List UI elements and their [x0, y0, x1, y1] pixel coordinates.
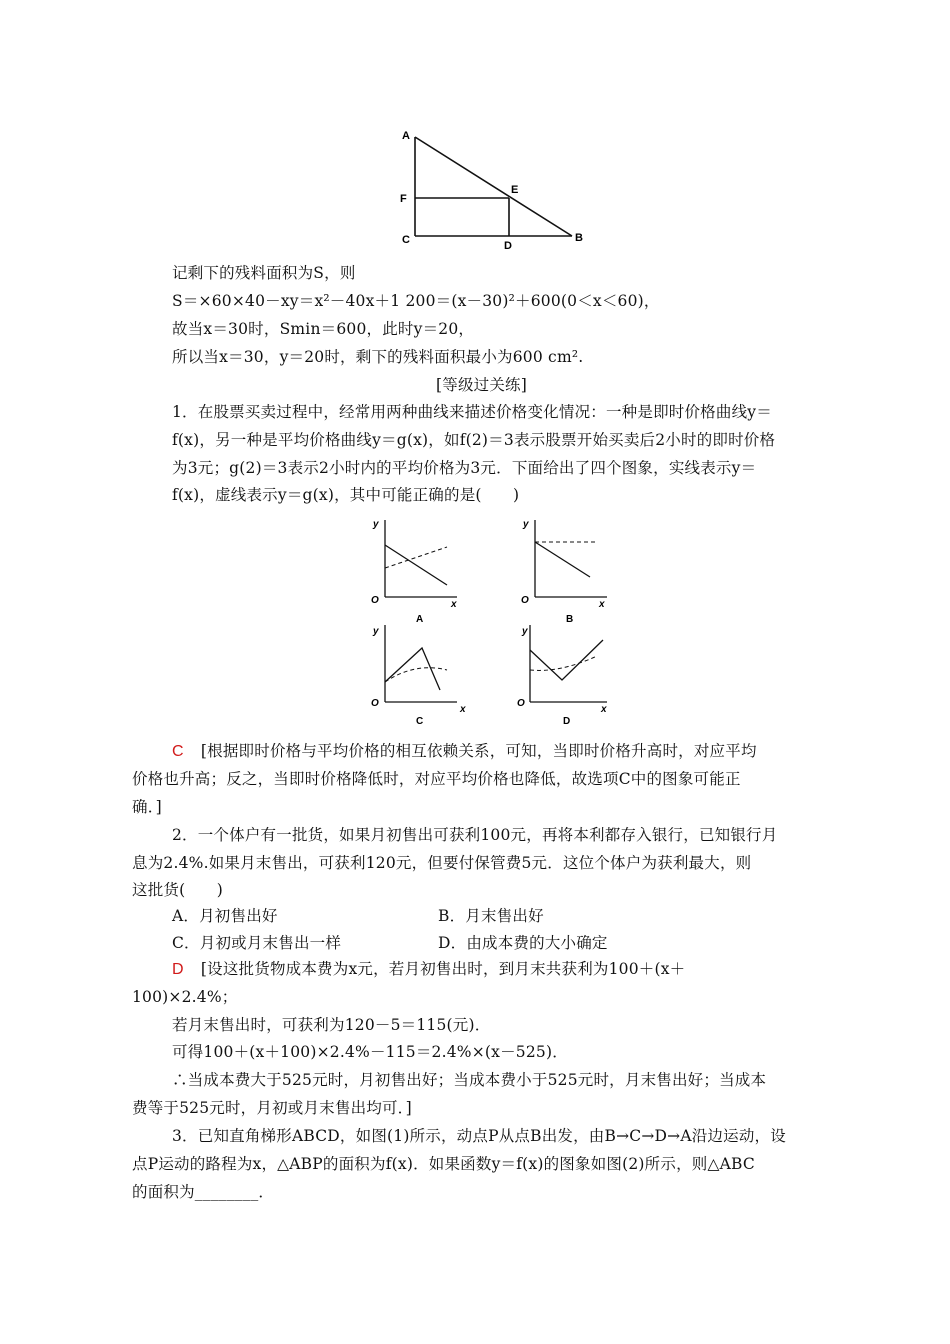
graph-caption: D	[563, 716, 571, 727]
q1-answer-line-3: 确．]	[132, 798, 162, 816]
origin-label: O	[521, 595, 529, 606]
label-d: D	[504, 240, 512, 250]
q3-line-2: 点P运动的路程为x，△ABP的面积为f(x)．如果函数y＝f(x)的图象如图(2)所示，则△ABC	[132, 1155, 755, 1173]
label-c: C	[402, 234, 410, 246]
q3-line-1: 3．已知直角梯形ABCD，如图(1)所示，动点P从点B出发，由B→C→D→A沿边运动，设	[172, 1127, 786, 1145]
solution-line-4: 所以当x＝30，y＝20时，剩下的残料面积最小为600 cm².	[172, 348, 584, 366]
q1-answer-line-2: 价格也升高；反之，当即时价格降低时，对应平均价格也降低，故选项C中的图象可能正	[132, 770, 741, 788]
q2-line-1: 2．一个体户有一批货，如果月初售出可获利100元，再将本利都存入银行，已知银行月	[172, 826, 778, 844]
solution-line-1: 记剩下的残料面积为S，则	[172, 264, 356, 282]
q1-answer-text: [根据即时价格与平均价格的相互依赖关系，可知，当即时价格升高时，对应平均	[200, 742, 757, 760]
graph-a	[365, 515, 475, 625]
origin-label: O	[371, 698, 379, 709]
graph-c	[365, 620, 475, 730]
axis-y-label: y	[373, 626, 379, 637]
q2-line-3: 这批货( )	[132, 881, 223, 899]
triangle-figure	[390, 125, 590, 250]
axis-y-label: y	[523, 519, 529, 530]
graph-caption: A	[416, 614, 424, 625]
q2-line-2: 息为2.4%.如果月末售出，可获利120元，但要付保管费5元．这位个体户为获利最大，则	[132, 854, 752, 872]
axis-x-label: x	[599, 599, 605, 610]
q1-line-1: 1．在股票买卖过程中，经常用两种曲线来描述价格变化情况：一种是即时价格曲线y＝	[172, 403, 772, 421]
q2-answer-text: [设这批货物成本费为x元，若月初售出时，到月末共获利为100＋(x＋	[200, 960, 686, 978]
graph-b	[515, 515, 625, 625]
solution-line-3: 故当x＝30时，Smin＝600，此时y＝20，	[172, 320, 475, 338]
axis-y-label: y	[522, 626, 528, 637]
label-b: B	[575, 232, 583, 244]
origin-label: O	[371, 595, 379, 606]
q2-answer-line-4: 可得100＋(x＋100)×2.4%－115＝2.4%×(x－525)．	[172, 1043, 568, 1061]
section-header: [等级过关练]	[436, 376, 527, 394]
q2-answer-line-6: 费等于525元时，月初或月末售出均可．]	[132, 1099, 412, 1117]
axis-y-label: y	[373, 519, 379, 530]
q2-option-d: D．由成本费的大小确定	[438, 934, 608, 952]
q2-option-c: C．月初或月末售出一样	[172, 934, 342, 952]
label-f: F	[400, 193, 407, 205]
q2-answer-line-2: 100)×2.4%；	[132, 988, 238, 1006]
q2-answer-line-5: ∴当成本费大于525元时，月初售出好；当成本费小于525元时，月末售出好；当成本	[172, 1071, 767, 1089]
q2-answer-line-1	[172, 959, 685, 980]
q2-answer-line-3: 若月末售出时，可获利为120－5＝115(元)．	[172, 1016, 491, 1034]
graph-d	[515, 620, 625, 730]
label-e: E	[511, 184, 519, 196]
axis-x-label: x	[601, 704, 607, 715]
q1-answer-line-1	[172, 741, 757, 762]
label-a: A	[402, 130, 410, 142]
q1-line-4: f(x)，虚线表示y＝g(x)，其中可能正确的是( )	[172, 486, 520, 504]
graph-caption: B	[566, 614, 574, 625]
axis-x-label: x	[451, 599, 457, 610]
q2-option-a: A．月初售出好	[172, 907, 278, 925]
axis-x-label: x	[460, 704, 466, 715]
q1-line-3: 为3元；g(2)＝3表示2小时内的平均价格为3元．下面给出了四个图象，实线表示y＝	[172, 459, 757, 477]
solution-line-2: S＝×60×40－xy＝x²－40x＋1 200＝(x－30)²＋600(0＜x＜60)，	[172, 292, 660, 310]
graph-caption: C	[416, 716, 424, 727]
q2-option-b: B．月末售出好	[438, 907, 544, 925]
q1-line-2: f(x)，另一种是平均价格曲线y＝g(x)，如f(2)＝3表示股票开始买卖后2小时的即时价格	[172, 431, 776, 449]
q2-answer-letter: D	[172, 961, 184, 978]
q1-answer-letter: C	[172, 743, 184, 760]
q3-line-3: 的面积为________．	[132, 1183, 275, 1201]
origin-label: O	[517, 698, 525, 709]
